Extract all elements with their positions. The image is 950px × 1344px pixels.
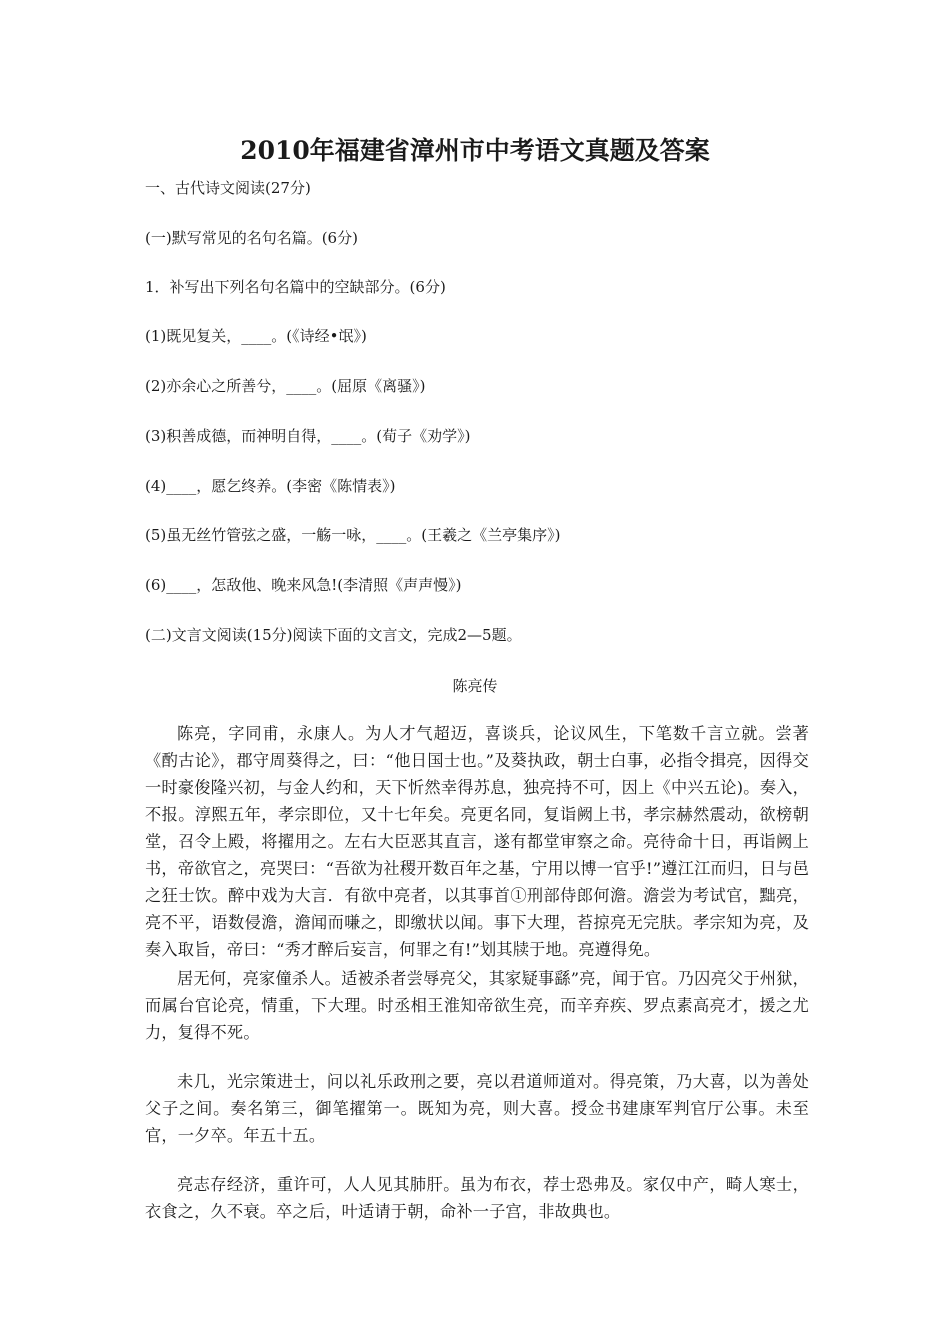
question-item: (2)亦余心之所善兮，____。(屈原《离骚》) xyxy=(145,377,426,395)
passage-paragraph: 陈亮，字同甫，永康人。为人才气超迈，喜谈兵，论议风生，下笔数千言立就。尝著《酌古论》，郡守周葵得之，曰：“他日国士也。”及葵执政，朝士白事，必指令揖亮，因得交一时豪俊隆兴初，与金人约和，天下忻然幸得苏息，独亮持不可，因上《中兴五论)。奏入，不报。淳熙五年，孝宗即位，又十七年矣。亮更名同，复诣阙上书，孝宗赫然震动，欲榜朝堂，召令上殿，将擢用之。左右大臣恶其直言，遂有都堂审察之命。亮待命十日，再诣阙上书，帝欲官之，亮哭曰：“吾欲为社稷开数百年之基，宁用以博一官乎!”遵江江而归，日与邑之狂士饮。醉中戏为大言．有欲中亮者，以其事首①刑部侍郎何澹。澹尝为考试官，黜亮，亮不平，语数侵澹，澹闻而嗛之，即缴状以闻。事下大理，苔掠亮无完肤。孝宗知为亮，及奏入取旨，帝曰：“秀才醉后妄言，何罪之有!”划其牍于地。亮遵得免。 xyxy=(145,724,809,959)
subsection-heading: (二)文言文阅读(15分)阅读下面的文言文，完成2—5题。 xyxy=(145,626,522,644)
question-item: (5)虽无丝竹管弦之盛，一觞一咏，____。(王羲之《兰亭集序》) xyxy=(145,526,561,544)
passage-paragraph: 居无何，亮家僮杀人。适被杀者尝辱亮父，其家疑事繇”亮，闻于官。乃囚亮父于州狱，而属台官论亮，情重，下大理。时丞相王淮知帝欲生亮，而辛弃疾、罗点素高亮才，援之尤力，复得不死。 xyxy=(145,969,809,1042)
passage-paragraph: 未几，光宗策进士，问以礼乐政刑之要，亮以君道师道对。得亮策，乃大喜，以为善处父子之间。奏名第三，御笔擢第一。既知为亮，则大喜。授佥书建康军判官厅公事。未至官，一夕卒。年五十五。 xyxy=(145,1072,809,1145)
question-item: (1)既见复关，____。(《诗经•氓》) xyxy=(145,327,367,345)
document-title: 2010年福建省漳州市中考语文真题及答案 xyxy=(240,136,710,165)
question-item: (6)____，怎敌他、晚来风急!(李清照《声声慢》) xyxy=(145,576,462,594)
passage-title: 陈亮传 xyxy=(452,677,498,695)
passage-paragraph: 亮志存经济，重许可，人人见其肺肝。虽为布衣，荐士恐弗及。家仅中产，畸人寒士，衣食之，久不衰。卒之后，叶适请于朝，命补一子宫，非故典也。 xyxy=(145,1175,809,1221)
question-item: (3)积善成德，而神明自得，____。(荀子《劝学》) xyxy=(145,427,471,445)
question-item: (4)____，愿乞终养。(李密《陈情表》) xyxy=(145,477,396,495)
question-1: 1．补写出下列名句名篇中的空缺部分。(6分) xyxy=(145,278,446,296)
section-heading: 一、古代诗文阅读(27分) xyxy=(145,179,311,197)
subsection-heading: (一)默写常见的名句名篇。(6分) xyxy=(145,229,358,247)
